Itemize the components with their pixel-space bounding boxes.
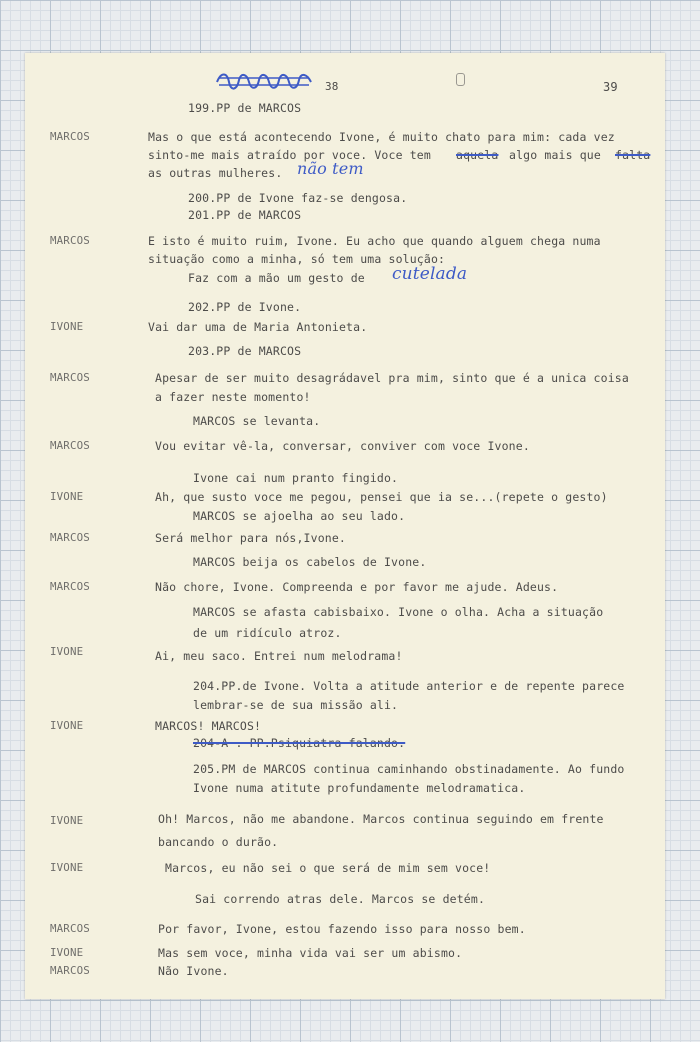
shot-heading: 201.PP de MARCOS: [188, 208, 302, 222]
dialogue-line: Mas o que está acontecendo Ivone, é muito chato para mim: cada vez: [148, 130, 615, 144]
stage-direction: lembrar-se de sua missão ali.: [193, 698, 399, 712]
shot-heading: 204.PP.de Ivone. Volta a atitude anterior e de repente parece: [193, 679, 625, 693]
speaker-label: MARCOS: [50, 371, 90, 384]
dialogue-line: Oh! Marcos, não me abandone. Marcos continua seguindo em frente: [158, 812, 604, 826]
stage-direction: Faz com a mão um gesto de: [188, 271, 365, 285]
page-number: 39: [603, 80, 618, 94]
speaker-label: IVONE: [50, 861, 84, 874]
dialogue-line: Ah, que susto voce me pegou, pensei que ia se...(repete o gesto): [155, 490, 608, 504]
shot-heading: 202.PP de Ivone.: [188, 300, 302, 314]
speaker-label: IVONE: [50, 645, 84, 658]
struck-word: falta: [615, 148, 651, 162]
speaker-label: MARCOS: [50, 964, 90, 977]
stage-direction: MARCOS se afasta cabisbaixo. Ivone o olha. Acha a situação: [193, 605, 604, 619]
dialogue-line: Por favor, Ivone, estou fazendo isso para nosso bem.: [158, 922, 526, 936]
dialogue-line: Mas sem voce, minha vida vai ser um abismo.: [158, 946, 463, 960]
shot-heading: 200.PP de Ivone faz-se dengosa.: [188, 191, 408, 205]
dialogue-line: a fazer neste momento!: [155, 390, 311, 404]
crossed-out-page-number: [215, 70, 335, 92]
struck-shot-heading: 204-A . PP.Psiquiatra falando.: [193, 736, 406, 750]
dialogue-line: Não Ivone.: [158, 964, 229, 978]
stage-direction: MARCOS se levanta.: [193, 414, 321, 428]
staple-hole-icon: [456, 73, 465, 86]
struck-word: aquela: [456, 148, 499, 162]
speaker-label: IVONE: [50, 814, 84, 827]
speaker-label: IVONE: [50, 946, 84, 959]
dialogue-line: Apesar de ser muito desagrádavel pra mim, sinto que é a unica coisa: [155, 371, 629, 385]
speaker-label: MARCOS: [50, 531, 90, 544]
script-page: [25, 53, 665, 999]
dialogue-line: sinto-me mais atraído por voce. Voce tem: [148, 148, 431, 162]
dialogue-line: algo mais que: [509, 148, 601, 162]
shot-heading: 199.PP de MARCOS: [188, 101, 302, 115]
dialogue-line: Vou evitar vê-la, conversar, conviver com voce Ivone.: [155, 439, 530, 453]
speaker-label: IVONE: [50, 320, 84, 333]
dialogue-line: Será melhor para nós,Ivone.: [155, 531, 346, 545]
stage-direction: MARCOS se ajoelha ao seu lado.: [193, 509, 406, 523]
speaker-label: MARCOS: [50, 922, 90, 935]
dialogue-line: Marcos, eu não sei o que será de mim sem voce!: [165, 861, 491, 875]
stage-direction: MARCOS beija os cabelos de Ivone.: [193, 555, 427, 569]
dialogue-line: bancando o durão.: [158, 835, 279, 849]
speaker-label: IVONE: [50, 719, 84, 732]
stage-direction: Ivone numa atitute profundamente melodramatica.: [193, 781, 526, 795]
stage-direction: de um ridículo atroz.: [193, 626, 342, 640]
shot-heading: 205.PM de MARCOS continua caminhando obstinadamente. Ao fundo: [193, 762, 625, 776]
speaker-label: MARCOS: [50, 439, 90, 452]
dialogue-line: situação como a minha, só tem uma solução:: [148, 252, 446, 266]
stage-direction: Sai correndo atras dele. Marcos se detém.: [195, 892, 486, 906]
stage-direction: Ivone cai num pranto fingido.: [193, 471, 399, 485]
speaker-label: MARCOS: [50, 130, 90, 143]
crossed-page-number-text: 38: [325, 80, 339, 93]
speaker-label: MARCOS: [50, 234, 90, 247]
shot-heading: 203.PP de MARCOS: [188, 344, 302, 358]
dialogue-line: MARCOS! MARCOS!: [155, 719, 262, 733]
dialogue-line: as outras mulheres.: [148, 166, 283, 180]
speaker-label: IVONE: [50, 490, 84, 503]
dialogue-line: E isto é muito ruim, Ivone. Eu acho que quando alguem chega numa: [148, 234, 601, 248]
speaker-label: MARCOS: [50, 580, 90, 593]
dialogue-line: Ai, meu saco. Entrei num melodrama!: [155, 649, 403, 663]
handwritten-insertion: cutelada: [392, 264, 468, 284]
dialogue-line: Não chore, Ivone. Compreenda e por favor me ajude. Adeus.: [155, 580, 559, 594]
handwritten-insertion: não tem: [297, 159, 364, 178]
dialogue-line: Vai dar uma de Maria Antonieta.: [148, 320, 368, 334]
